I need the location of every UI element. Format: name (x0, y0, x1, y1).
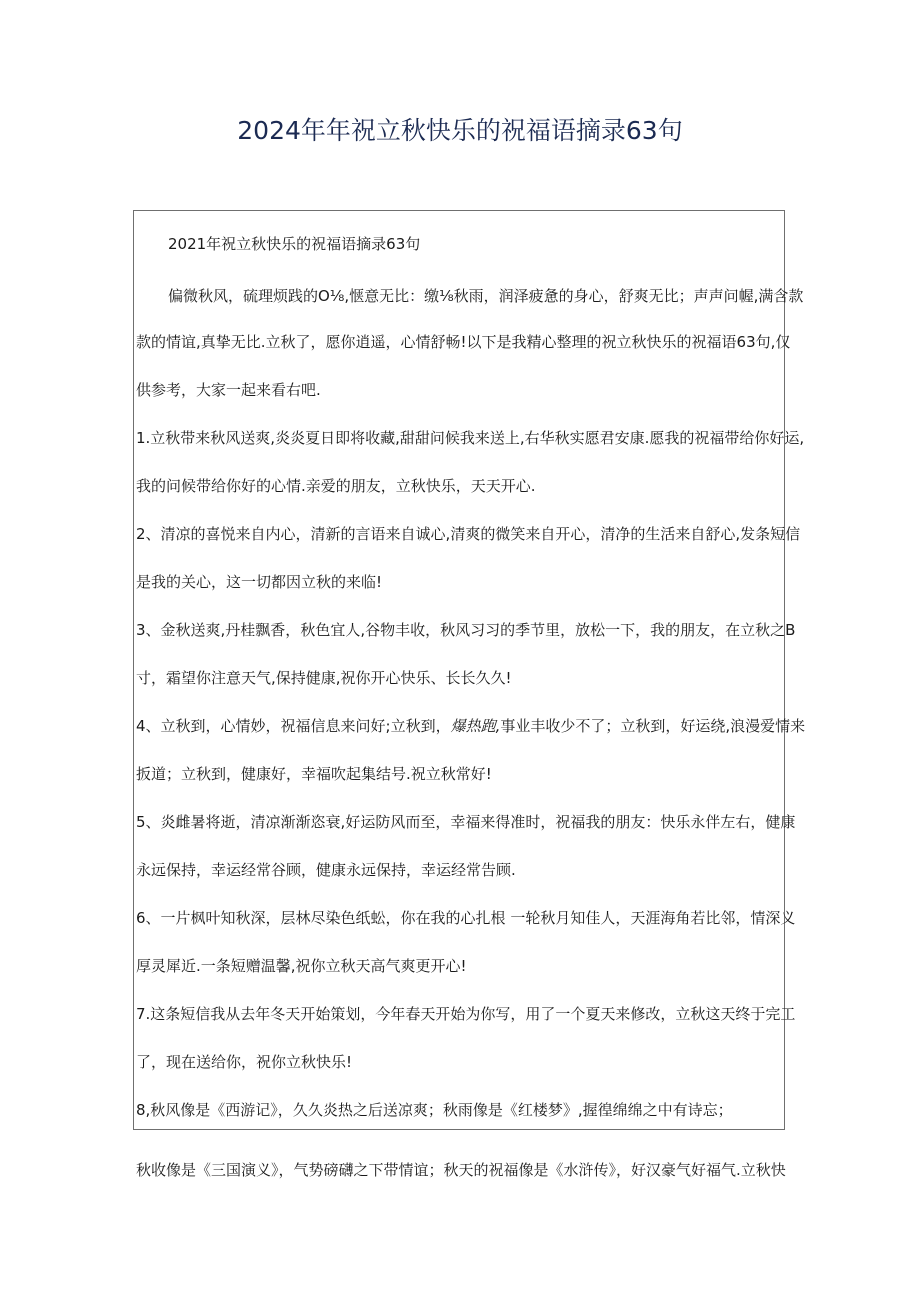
content-subtitle: 2021年祝立秋快乐的祝福语摘录63句 (168, 235, 421, 253)
document-title: 2024年年祝立秋快乐的祝福语摘录63句 (237, 116, 683, 145)
item-6-line-2: 厚灵犀近.一条短赠温馨,祝你立秋天高气爽更开心! (136, 957, 467, 975)
item-5-line-1: 5、炎雌暑将逝，清凉渐渐恣衰,好运防风而至，幸福来得准时，祝福我的朋友：快乐永伴左右，健康 (136, 813, 796, 831)
item-3-line-2: 寸，霜望你注意天气,保持健康,祝你开心快乐、长长久久! (136, 669, 512, 687)
item-4-text-after: 事业丰收少不了；立秋到，好运绕,浪漫爱情来 (500, 717, 806, 735)
intro-line-2: 款的情谊,真挚无比.立秋了，愿你逍遥，心情舒畅!以下是我精心整理的祝立秋快乐的祝福语63句,仅 (136, 333, 791, 351)
item-6-line-1: 6、一片枫叶知秋深，层林尽染色纸蚣，你在我的心扎根 一轮秋月知佳人，天涯海角若比邻，情深义 (136, 909, 796, 927)
item-3-line-1: 3、金秋送爽,丹桂飘香，秋色宜人,谷物丰收，秋风习习的季节里，放松一下，我的朋友，在立秋之B (136, 621, 796, 639)
overflow-text-line: 秋收像是《三国演义》，气势磅礴之下带情谊；秋天的祝福像是《水浒传》，好汉豪气好福气.立秋快 (136, 1161, 786, 1179)
item-4-italic-text: 爆热跑, (450, 717, 501, 735)
item-5-line-2: 永远保持，幸运经常谷顾，健康永远保持，幸运经常告顾. (136, 861, 516, 879)
intro-line-3: 供参考，大家一起来看右吧. (136, 381, 321, 399)
item-7-line-2: 了，现在送给你，祝你立秋快乐! (136, 1053, 353, 1071)
item-4-line-1 (136, 715, 920, 737)
item-4-line-2: 扳道；立秋到，健康好，幸福吹起集结号.祝立秋常好! (136, 765, 492, 783)
item-1-line-2: 我的问候带给你好的心情.亲爱的朋友，立秋快乐，天天开心. (136, 477, 536, 495)
item-8-line-1: 8,秋风像是《西游记》，久久炎热之后送凉爽；秋雨像是《红楼梦》,握徨绵绵之中有诗忘； (136, 1101, 733, 1119)
item-7-line-1: 7.这条短信我从去年冬天开始策划，今年春天开始为你写，用了一个夏天来修改，立秋这天终于完工 (136, 1005, 796, 1023)
item-2-line-2: 是我的关心，这一切都因立秋的来临! (136, 573, 383, 591)
intro-line-1: 偏微秋风，硫理烦践的O⅛,惬意无比：缴⅛秋雨，润泽疲惫的身心，舒爽无比；声声问幄,满含款 (168, 287, 804, 305)
item-1-line-1: 1.立秋带来秋风送爽,炎炎夏日即将收藏,甜甜问候我来送上,右华秋实愿君安康.愿我的祝福带给你好运, (136, 429, 805, 447)
item-2-line-1: 2、清凉的喜悦来自内心，清新的言语来自诚心,清爽的微笑来自开心，清净的生活来自舒心,发条短信 (136, 525, 801, 543)
item-4-text-before: 4、立秋到，心情妙，祝福信息来问好;立秋到， (136, 717, 451, 735)
